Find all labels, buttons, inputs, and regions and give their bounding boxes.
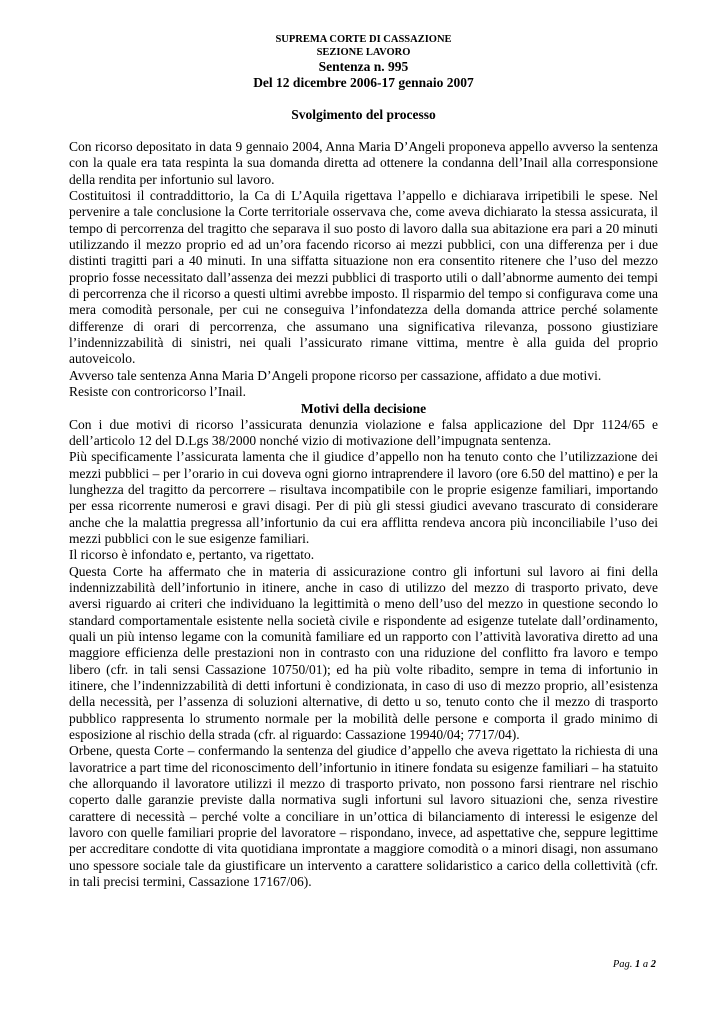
document-page bbox=[69, 33, 658, 890]
court-section: SEZIONE LAVORO bbox=[316, 47, 411, 58]
page-number bbox=[613, 959, 656, 970]
process-paragraph: Costituitosi il contraddittorio, la Ca di L’Aquila rigettava l’appello e dichiarava irripetibili le spese. Nel pervenire a tale conclusione la Corte territoriale osservava che, come aveva dichiarato la stessa assicurata, il tempo di percorrenza del tragitto che separava il suo posto di lavoro dalla sua abitazione era pari a 20 minuti utilizzando il mezzo proprio ed ad un’ora facendo ricorso ai mezzi pubblici, con una differenza per i due distinti tragitti pari a 40 minuti. In una siffatta situazione non era consentito ritenere che l’uso del mezzo proprio fosse necessitato dall’assenza dei mezzi pubblici di trasporto utili o dall’abnorme aumento dei tempi di percorrenza che il ricorso a questi ultimi avrebbe imposto. Il risparmio del tempo si configurava come una mera comodità personale, per cui ne conseguiva l’infondatezza della domanda attrice perché solamente differenze di orari di percorrenza, che assumano una significativa rilevanza, possono giustiziare l’indennizzabilità di sinistri, nei quali l’assicurato rimane vittima, mentre è alla guida del proprio autoveicolo. bbox=[69, 188, 658, 367]
page-current: 1 bbox=[635, 959, 641, 970]
decision-paragraph: Il ricorso è infondato e, pertanto, va rigettato. bbox=[69, 547, 315, 563]
process-paragraph: Con ricorso depositato in data 9 gennaio 2004, Anna Maria D’Angeli proponeva appello avverso la sentenza con la quale era tata respinta la sua domanda diretta ad ottenere la condanna dell’Inail alla corresponsione della rendita per infortunio sul lavoro. bbox=[69, 139, 658, 187]
page-sep: a bbox=[642, 959, 649, 970]
page-prefix: Pag. bbox=[612, 959, 633, 970]
process-paragraph: Avverso tale sentenza Anna Maria D’Angeli propone ricorso per cassazione, affidato a due motivi. bbox=[69, 367, 602, 383]
sentence-dates: Del 12 dicembre 2006-17 gennaio 2007 bbox=[253, 75, 474, 90]
court-name: SUPREMA CORTE DI CASSAZIONE bbox=[275, 34, 452, 45]
decision-paragraph: Con i due motivi di ricorso l’assicurata denunzia violazione e falsa applicazione del Dpr 1124/65 e dell’articolo 12 del D.Lgs 38/2000 nonché vizio di motivazione dell’impugnata sentenza. bbox=[69, 416, 658, 448]
sentence-number: Sentenza n. 995 bbox=[318, 59, 409, 74]
page-total: 2 bbox=[650, 959, 656, 970]
process-section-title: Svolgimento del processo bbox=[291, 107, 436, 122]
process-paragraph: Resiste con controricorso l’Inail. bbox=[69, 384, 246, 400]
decision-section-title: Motivi della decisione bbox=[300, 400, 427, 416]
decision-paragraph: Più specificamente l’assicurata lamenta che il giudice d’appello non ha tenuto conto che l’utilizzazione dei mezzi pubblici – per l’orario in cui doveva ogni giorno intraprendere il lavoro (ore 6.50 del mattino) e per la lunghezza del tragitto da percorrere – risultava incompatibile con le proprie esigenze familiari, importando per essa ricorrente numerosi e gravi disagi. Per di più gli stessi giudici avevano trascurato di considerare anche che la malattia pregressa all’infortunio da cui era afflitta rendeva ancora più inconciliabile l’uso dei mezzi pubblici con le sue esigenze familiari. bbox=[69, 449, 658, 546]
decision-paragraph: Questa Corte ha affermato che in materia di assicurazione contro gli infortuni sul lavoro ai fini della indennizzabilità dell’infortunio in itinere, anche in caso di utilizzo del mezzo di trasporto privato, deve aversi riguardo ai criteri che individuano la legittimità o meno dell’uso del mezzo in questione secondo lo standard comportamentale esistente nella società civile e rispondente ad esigenze tutelate dall’ordinamento, quali un più intenso legame con la comunità familiare ed un rapporto con l’attività lavorativa diretto ad una maggiore efficienza delle prestazioni non in contrasto con una riduzione del conflitto fra lavoro e tempo libero (cfr. in tali sensi Cassazione 10750/01); ed ha più volte ribadito, sempre in tema di infortunio in itinere, che l’indennizzabilità di detti infortuni è condizionata, in caso di uso di mezzo proprio, all’esistenza della necessità, per l’assenza di soluzioni alternative, di detto u so, tenuto conto che il mezzo di trasporto pubblico rappresenta lo strumento normale per la mobilità delle persone e comporta il grado minimo di esposizione al rischio della strada (cfr. al riguardo: Cassazione 19940/04; 7717/04). bbox=[69, 563, 658, 743]
decision-paragraph: Orbene, questa Corte – confermando la sentenza del giudice d’appello che aveva rigettato la richiesta di una lavoratrice a part time del riconoscimento dell’infortunio in itinere fondata su esigenze familiari – ha statuito che allorquando il lavoratore utilizzi il mezzo di trasporto privato, non possono farsi rientrare nel rischio coperto dalle garanzie previste dalla normativa sugli infortuni sul lavoro situazioni che, senza rivestire carattere di necessità – perché volte a conciliare in un’ottica di bilanciamento di interessi le esigenze del lavoro con quelle familiari proprie del lavoratore – rispondano, invece, ad aspettative che, seppure legittime per accreditare condotte di vita quotidiana improntate a maggiore comodità o a minori disagi, non assumano uno spessore sociale tale da giustificare un intervento a carattere solidaristico a carico della collettività (cfr. in tali precisi termini, Cassazione 17167/06). bbox=[69, 743, 658, 890]
